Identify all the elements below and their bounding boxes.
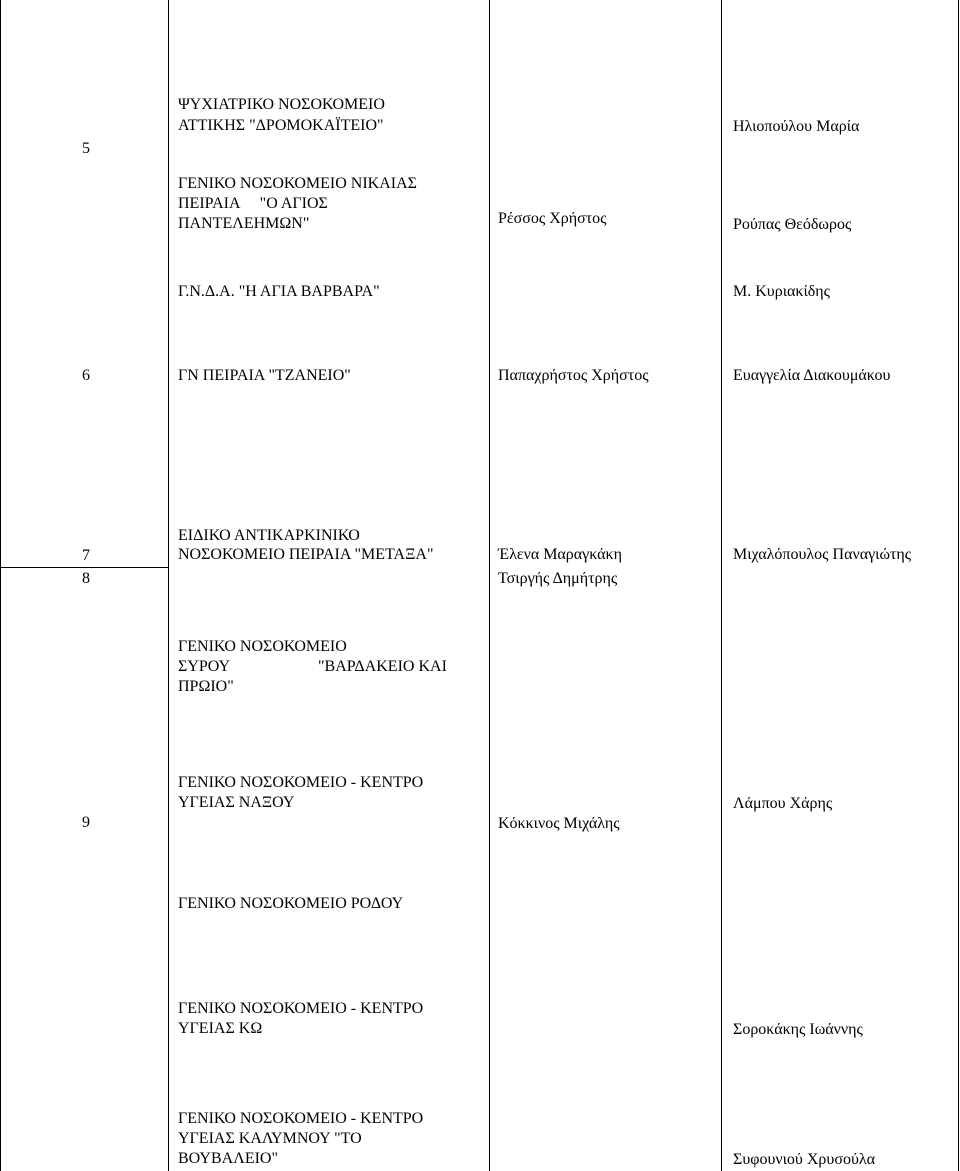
- table-left-border: [0, 0, 1, 1171]
- row-divider-7-8: [0, 567, 168, 568]
- row-number: 5: [82, 140, 90, 157]
- hospital-name: ΓΝ ΠΕΙΡΑΙΑ "ΤΖΑΝΕΙΟ": [178, 367, 351, 384]
- second-person-name: Λάμπου Χάρης: [733, 795, 833, 812]
- column-divider-3: [721, 0, 722, 1171]
- second-person-name: Μιχαλόπουλος Παναγιώτης: [733, 546, 912, 563]
- row-number: 6: [82, 367, 90, 384]
- row-number: 9: [82, 814, 90, 831]
- hospital-name: ΓΕΝΙΚΟ ΝΟΣΟΚΟΜΕΙΟ ΡΟΔΟΥ: [178, 895, 404, 912]
- column-divider-2: [489, 0, 490, 1171]
- person-name: Παπαχρήστος Χρήστος: [498, 367, 649, 384]
- person-name: Κόκκινος Μιχάλης: [498, 815, 620, 832]
- person-name: Ρέσσος Χρήστος: [498, 210, 607, 227]
- row-number: 8: [82, 570, 90, 587]
- second-person-name: Ηλιοπούλου Μαρία: [733, 118, 860, 135]
- table-right-border: [958, 0, 959, 1171]
- person-name: Τσιργής Δημήτρης: [498, 570, 618, 587]
- second-person-name: Συφουνιού Χρυσούλα: [733, 1151, 875, 1168]
- column-divider-1: [168, 0, 169, 1171]
- second-person-name: Μ. Κυριακίδης: [733, 283, 830, 300]
- second-person-name: Σοροκάκης Ιωάννης: [733, 1021, 863, 1038]
- person-name: Έλενα Μαραγκάκη: [498, 546, 622, 563]
- second-person-name: Ευαγγελία Διακουμάκου: [733, 367, 891, 384]
- row-number: 7: [82, 547, 90, 564]
- second-person-name: Ρούπας Θεόδωρος: [733, 216, 852, 233]
- hospital-name: Γ.Ν.Δ.Α. "Η ΑΓΙΑ ΒΑΡΒΑΡΑ": [178, 283, 380, 300]
